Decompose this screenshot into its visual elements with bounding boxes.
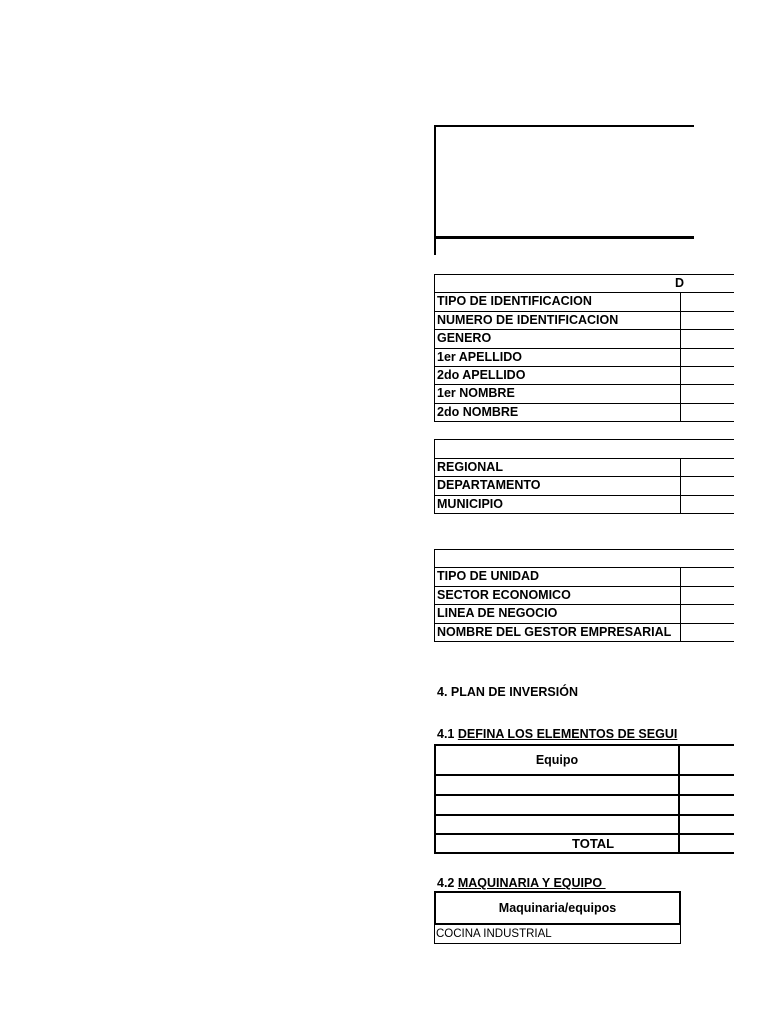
table-row — [435, 568, 734, 586]
location-table-header — [435, 440, 734, 459]
table-row — [436, 776, 734, 796]
identification-table-header — [435, 275, 734, 293]
row-label-linea-negocio: LINEA DE NEGOCIO — [435, 605, 681, 622]
section-4-2-heading — [437, 875, 606, 891]
row-label-municipio: MUNICIPIO — [435, 496, 681, 514]
row-label-tipo-unidad: TIPO DE UNIDAD — [435, 568, 681, 585]
equipment-total-row — [436, 835, 734, 854]
table-row — [435, 459, 734, 478]
row-label-sector-economico: SECTOR ECONOMICO — [435, 587, 681, 604]
identification-table-title: D — [675, 276, 685, 290]
row-label-departamento: DEPARTAMENTO — [435, 477, 681, 495]
form-sheet — [434, 0, 685, 1024]
row-label-regional: REGIONAL — [435, 459, 681, 477]
table-row — [435, 312, 734, 330]
row-label-gestor-empresarial: NOMBRE DEL GESTOR EMPRESARIAL — [435, 624, 681, 641]
row-label-numero-identificacion: NUMERO DE IDENTIFICACION — [435, 312, 681, 329]
section-4-2-title: MAQUINARIA Y EQUIPO — [457, 876, 606, 890]
table-row — [435, 385, 734, 403]
row-label-tipo-identificacion: TIPO DE IDENTIFICACION — [435, 293, 681, 310]
row-label-segundo-apellido: 2do APELLIDO — [435, 367, 681, 384]
section-4-1-heading — [437, 726, 677, 742]
table-row — [435, 605, 734, 623]
equipment-cell — [436, 816, 680, 833]
row-label-primer-nombre: 1er NOMBRE — [435, 385, 681, 402]
table-row — [435, 367, 734, 385]
business-table-header — [435, 550, 734, 568]
location-table — [434, 439, 734, 514]
table-row — [436, 796, 734, 816]
equipment-cell — [436, 776, 680, 794]
equipment-cell — [436, 796, 680, 814]
row-label-segundo-nombre: 2do NOMBRE — [435, 404, 681, 421]
table-row — [435, 330, 734, 348]
table-row — [436, 816, 734, 835]
safety-equipment-table — [434, 744, 734, 854]
table-row — [435, 496, 734, 515]
section-4-2-number: 4.2 — [437, 876, 458, 890]
table-row — [434, 925, 681, 944]
business-table — [434, 549, 734, 642]
identification-table — [434, 274, 734, 422]
table-row — [435, 404, 734, 422]
row-label-primer-apellido: 1er APELLIDO — [435, 349, 681, 366]
section-4-1-number: 4.1 — [437, 727, 458, 741]
section-4-1-title: DEFINA LOS ELEMENTOS DE SEGUI — [457, 727, 678, 741]
table-row — [435, 293, 734, 311]
header-box-rule — [434, 236, 694, 239]
equipment-table-header — [436, 746, 734, 776]
machinery-column-header: Maquinaria/equipos — [434, 891, 681, 925]
table-row — [435, 624, 734, 642]
equipment-total-label: TOTAL — [436, 835, 680, 852]
table-row — [435, 349, 734, 367]
machinery-item: COCINA INDUSTRIAL — [436, 928, 552, 940]
equipment-column-header: Equipo — [436, 746, 680, 774]
table-row — [435, 587, 734, 605]
table-row — [435, 477, 734, 496]
investment-plan-heading: 4. PLAN DE INVERSIÓN — [437, 685, 578, 699]
row-label-genero: GENERO — [435, 330, 681, 347]
